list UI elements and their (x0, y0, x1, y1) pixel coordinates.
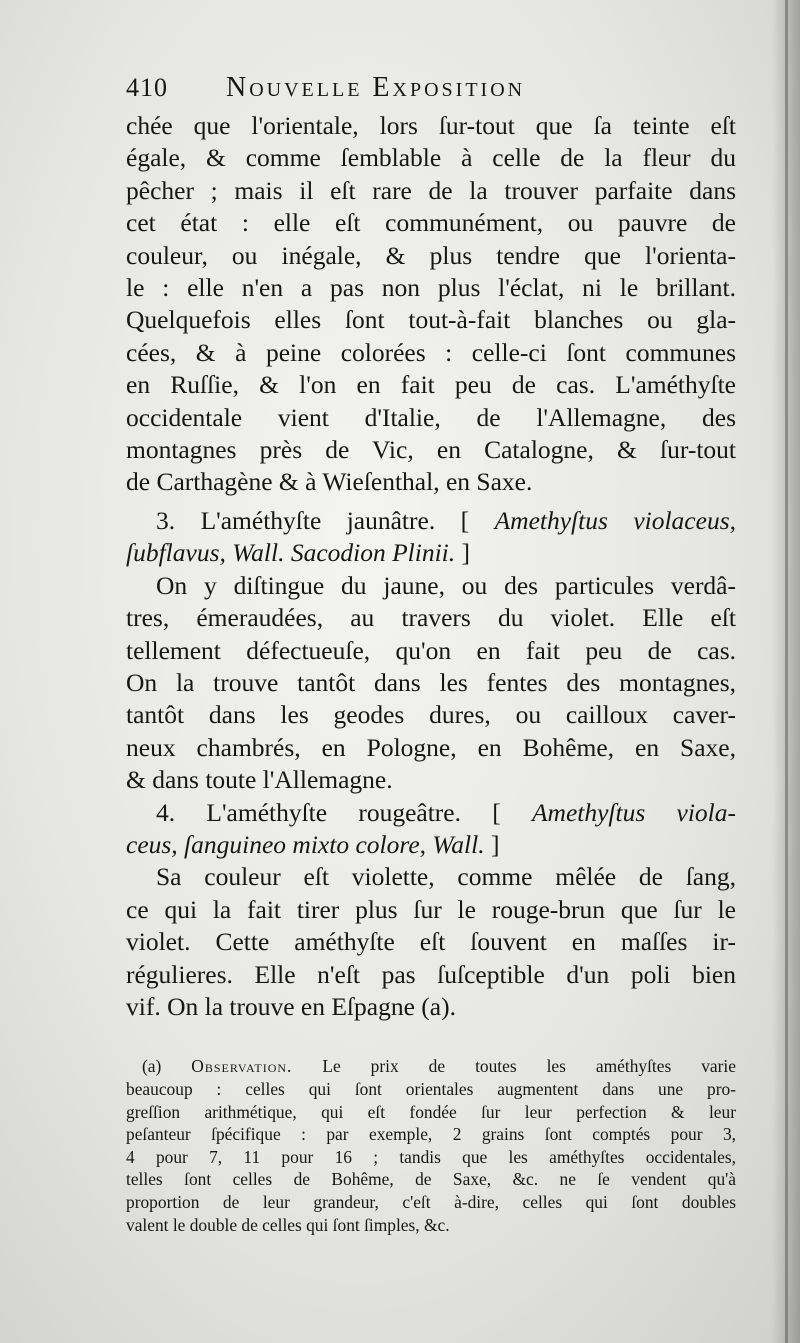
section-4-heading (126, 797, 736, 829)
section-4-latin-cont: ceus, ſanguineo mixto colore, Wall. (126, 829, 485, 859)
page-content (126, 72, 736, 1236)
text-line: régulieres. Elle n'eſt pas ſuſceptible d'un poli bien (126, 959, 736, 989)
bracket-close: ] (490, 829, 500, 859)
page-edge-line (785, 0, 788, 1343)
text-line: pêcher ; mais il eſt rare de la trouver parfaite dans (126, 175, 736, 205)
footnote-line: proportion de leur grandeur, c'eſt à-dire, celles qui ſont doubles (126, 1191, 736, 1212)
footnote-line: greſſion arithmétique, qui eſt fondée ſur leur perfection & leur (126, 1101, 736, 1122)
text-line: tantôt dans les geodes dures, ou cailloux caver- (126, 700, 736, 730)
text-line: Quelquefois elles ſont tout-à-fait blanches ou gla- (126, 305, 736, 335)
section-4-heading-cont (126, 829, 736, 861)
section-4-heading-text: 4. L'améthyſte rougeâtre. [ (156, 797, 501, 827)
text-line: chée que l'orientale, lors ſur-tout que ſa teinte eſt (126, 111, 736, 140)
text-line: On la trouve tantôt dans les fentes des montagnes, (126, 667, 736, 697)
footnote-marker: (a) (142, 1056, 162, 1077)
page-header (126, 72, 736, 108)
text-line: violet. Cette améthyſte eſt ſouvent en maſſes ir- (126, 927, 736, 957)
section-3-latin-name: Amethyſtus violaceus, (494, 505, 736, 535)
text-line: occidentale vient d'Italie, de l'Allemagne, des (126, 402, 736, 432)
text-line: de Carthagène & à Wieſenthal, en Saxe. (126, 467, 533, 497)
footnote-line: beaucoup : celles qui ſont orientales augmentent dans une pro- (126, 1078, 736, 1099)
footnote-line: valent le double de celles qui ſont ſimples, &c. (126, 1214, 450, 1235)
text-line: montagnes près de Vic, en Catalogne, & ſur-tout (126, 435, 736, 465)
section-3-heading-cont (126, 537, 736, 569)
text-line: le : elle n'en a pas non plus l'éclat, ni le brillant. (126, 273, 736, 303)
footnote-line: 4 pour 7, 11 pour 16 ; tandis que les améthyſtes occidentales, (126, 1146, 736, 1167)
section-4 (126, 797, 736, 1024)
footnote-text: Le prix de toutes les améthyſtes varie (322, 1056, 736, 1077)
section-3-heading (126, 505, 736, 537)
running-title: Nouvelle Exposition (226, 72, 526, 103)
section-3-heading-text: 3. L'améthyſte jaunâtre. [ (156, 505, 470, 535)
bracket-close: ] (461, 538, 471, 568)
footnote-first-line (126, 1055, 736, 1078)
text-line: & dans toute l'Allemagne. (126, 765, 393, 795)
text-line: égale, & comme ſemblable à celle de la fleur du (126, 143, 736, 173)
page-number: 410 (126, 73, 168, 102)
text-line: cet état : elle eſt communément, ou pauvre de (126, 208, 736, 238)
section-3-latin-cont: ſubflavus, Wall. Sacodion Plinii. (126, 538, 456, 568)
text-line: vif. On la trouve en Eſpagne (a). (126, 991, 456, 1021)
text-line: couleur, ou inégale, & plus tendre que l'orienta- (126, 240, 736, 270)
text-line: ce qui la fait tirer plus ſur le rouge-brun que ſur le (126, 894, 736, 924)
section-3 (126, 505, 736, 797)
footnote-label: Observation. (191, 1056, 293, 1077)
text-line: en Ruſſie, & l'on en fait peu de cas. L'améthyſte (126, 370, 736, 400)
footnote-line: peſanteur ſpécifique : par exemple, 2 grains ſont comptés pour 3, (126, 1124, 736, 1145)
footnote-line: telles ſont celles de Bohême, de Saxe, &c. ne ſe vendent qu'à (126, 1169, 736, 1190)
text-line: tres, émeraudées, au travers du violet. Elle eſt (126, 603, 736, 633)
footnote (126, 1055, 736, 1236)
text-line: Sa couleur eſt violette, comme mêlée de ſang, (156, 862, 736, 892)
main-paragraph (126, 110, 736, 499)
section-4-latin-name: Amethyſtus viola- (531, 797, 736, 827)
text-line: On y diſtingue du jaune, ou des particules verdâ- (156, 570, 736, 600)
text-line: tellement défectueuſe, qu'on en fait peu de cas. (126, 635, 736, 665)
text-line: cées, & à peine colorées : celle-ci ſont communes (126, 337, 736, 367)
text-line: neux chambrés, en Pologne, en Bohême, en Saxe, (126, 732, 736, 762)
